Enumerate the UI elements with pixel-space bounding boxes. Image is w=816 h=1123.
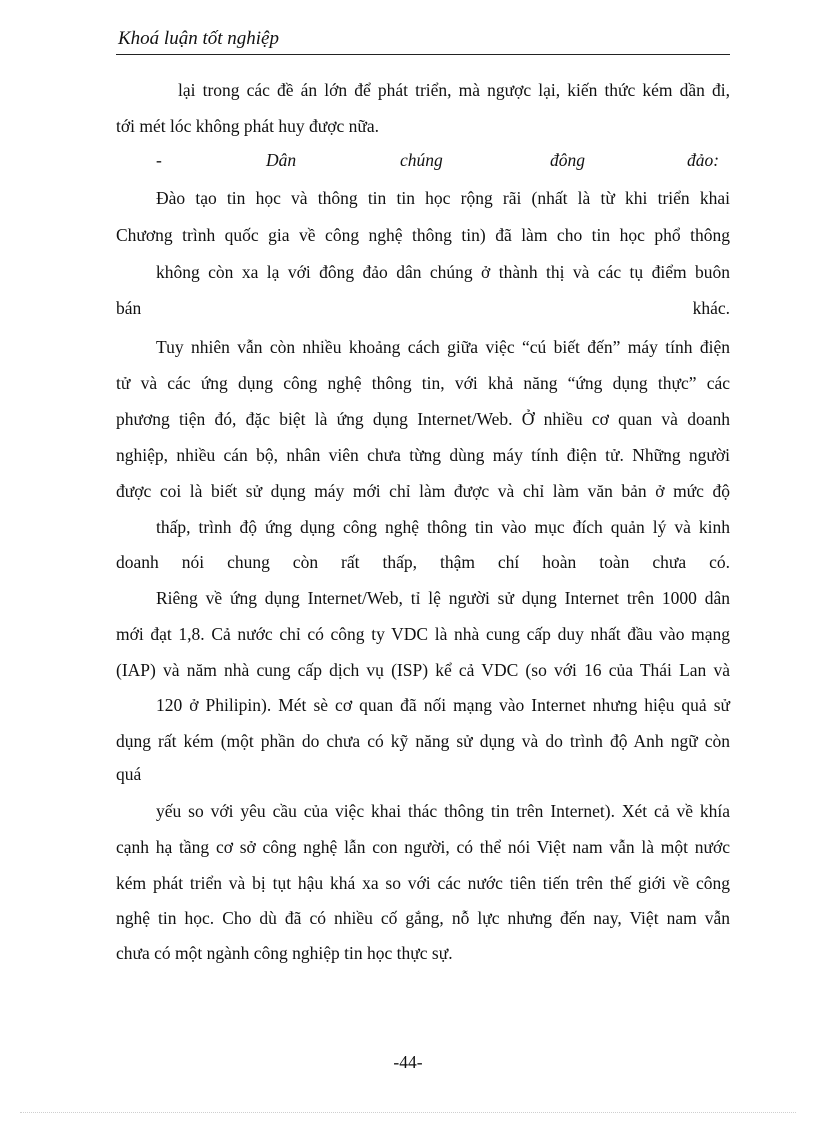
text-line: được coi là biết sử dụng máy mới chỉ làm được và chỉ làm văn bản ở mức độ bbox=[116, 481, 730, 501]
text-line: cạnh hạ tầng cơ sở công nghệ lẫn con người, có thể nói Việt nam vẫn là một nước bbox=[116, 837, 730, 857]
subheading-word: đông bbox=[550, 150, 585, 170]
text-line: tử và các ứng dụng công nghệ thông tin, với khả năng “ứng dụng thực” các bbox=[116, 373, 730, 393]
text-line: doanh nói chung còn rất thấp, thậm chí hoàn toàn chưa có. bbox=[116, 552, 730, 572]
text-line: chưa có một ngành công nghiệp tin học thực sự. bbox=[116, 943, 453, 963]
text-line: tới mét lóc không phát huy được nữa. bbox=[116, 116, 379, 136]
subheading-word: đảo: bbox=[687, 150, 720, 170]
text-line: thấp, trình độ ứng dụng công nghệ thông tin vào mục đích quản lý và kinh bbox=[156, 517, 730, 537]
text-line: không còn xa lạ với đông đảo dân chúng ở thành thị và các tụ điểm buôn bbox=[156, 262, 730, 282]
text-line: Đào tạo tin học và thông tin tin học rộng rãi (nhất là từ khi triển khai bbox=[156, 188, 730, 208]
page-header bbox=[116, 26, 730, 55]
text-line: nghiệp, nhiều cán bộ, nhân viên chưa từng dùng máy tính điện tử. Những người bbox=[116, 445, 730, 465]
text-line: phương tiện đó, đặc biệt là ứng dụng Internet/Web. Ở nhiều cơ quan và doanh bbox=[116, 409, 730, 429]
text-line: lại trong các đề án lớn để phát triển, mà ngược lại, kiến thức kém dần đi, bbox=[178, 80, 730, 100]
text-line: 120 ở Philipin). Mét sè cơ quan đã nối mạng vào Internet nhưng hiệu quả sử bbox=[156, 695, 730, 715]
text-line: Tuy nhiên vẫn còn nhiều khoảng cách giữa việc “cú biết đến” máy tính điện bbox=[156, 337, 730, 357]
page-number: -44- bbox=[393, 1052, 423, 1072]
header-title: Khoá luận tốt nghiệp bbox=[118, 28, 279, 49]
text-line: kém phát triển và bị tụt hậu khá xa so với các nước tiên tiến trên thế giới về công bbox=[116, 873, 730, 893]
subheading-word: chúng bbox=[400, 150, 443, 170]
text-line: yếu so với yêu cầu của việc khai thác thông tin trên Internet). Xét cả về khía bbox=[156, 801, 730, 821]
text-line: mới đạt 1,8. Cả nước chỉ có công ty VDC là nhà cung cấp duy nhất đầu vào mạng bbox=[116, 624, 730, 644]
text-line: quá bbox=[116, 764, 142, 784]
text-line: khác. bbox=[692, 298, 730, 318]
text-line: (IAP) và năm nhà cung cấp dịch vụ (ISP) kể cả VDC (so với 16 của Thái Lan và bbox=[116, 660, 730, 680]
subheading bbox=[156, 150, 730, 174]
subheading-word: Dân bbox=[266, 150, 297, 170]
text-line: Chương trình quốc gia về công nghệ thông tin) đã làm cho tin học phổ thông bbox=[116, 225, 730, 245]
footer-divider bbox=[20, 1112, 796, 1113]
text-line: nghệ tin học. Cho dù đã có nhiều cố gắng, nỗ lực nhưng đến nay, Việt nam vẫn bbox=[116, 908, 730, 928]
text-line: Riêng về ứng dụng Internet/Web, tỉ lệ người sử dụng Internet trên 1000 dân bbox=[156, 588, 730, 608]
subheading-dash: - bbox=[156, 150, 162, 170]
text-line: dụng rất kém (một phần do chưa có kỹ năng sử dụng và do trình độ Anh ngữ còn bbox=[116, 731, 730, 751]
text-line: bán bbox=[116, 298, 142, 318]
